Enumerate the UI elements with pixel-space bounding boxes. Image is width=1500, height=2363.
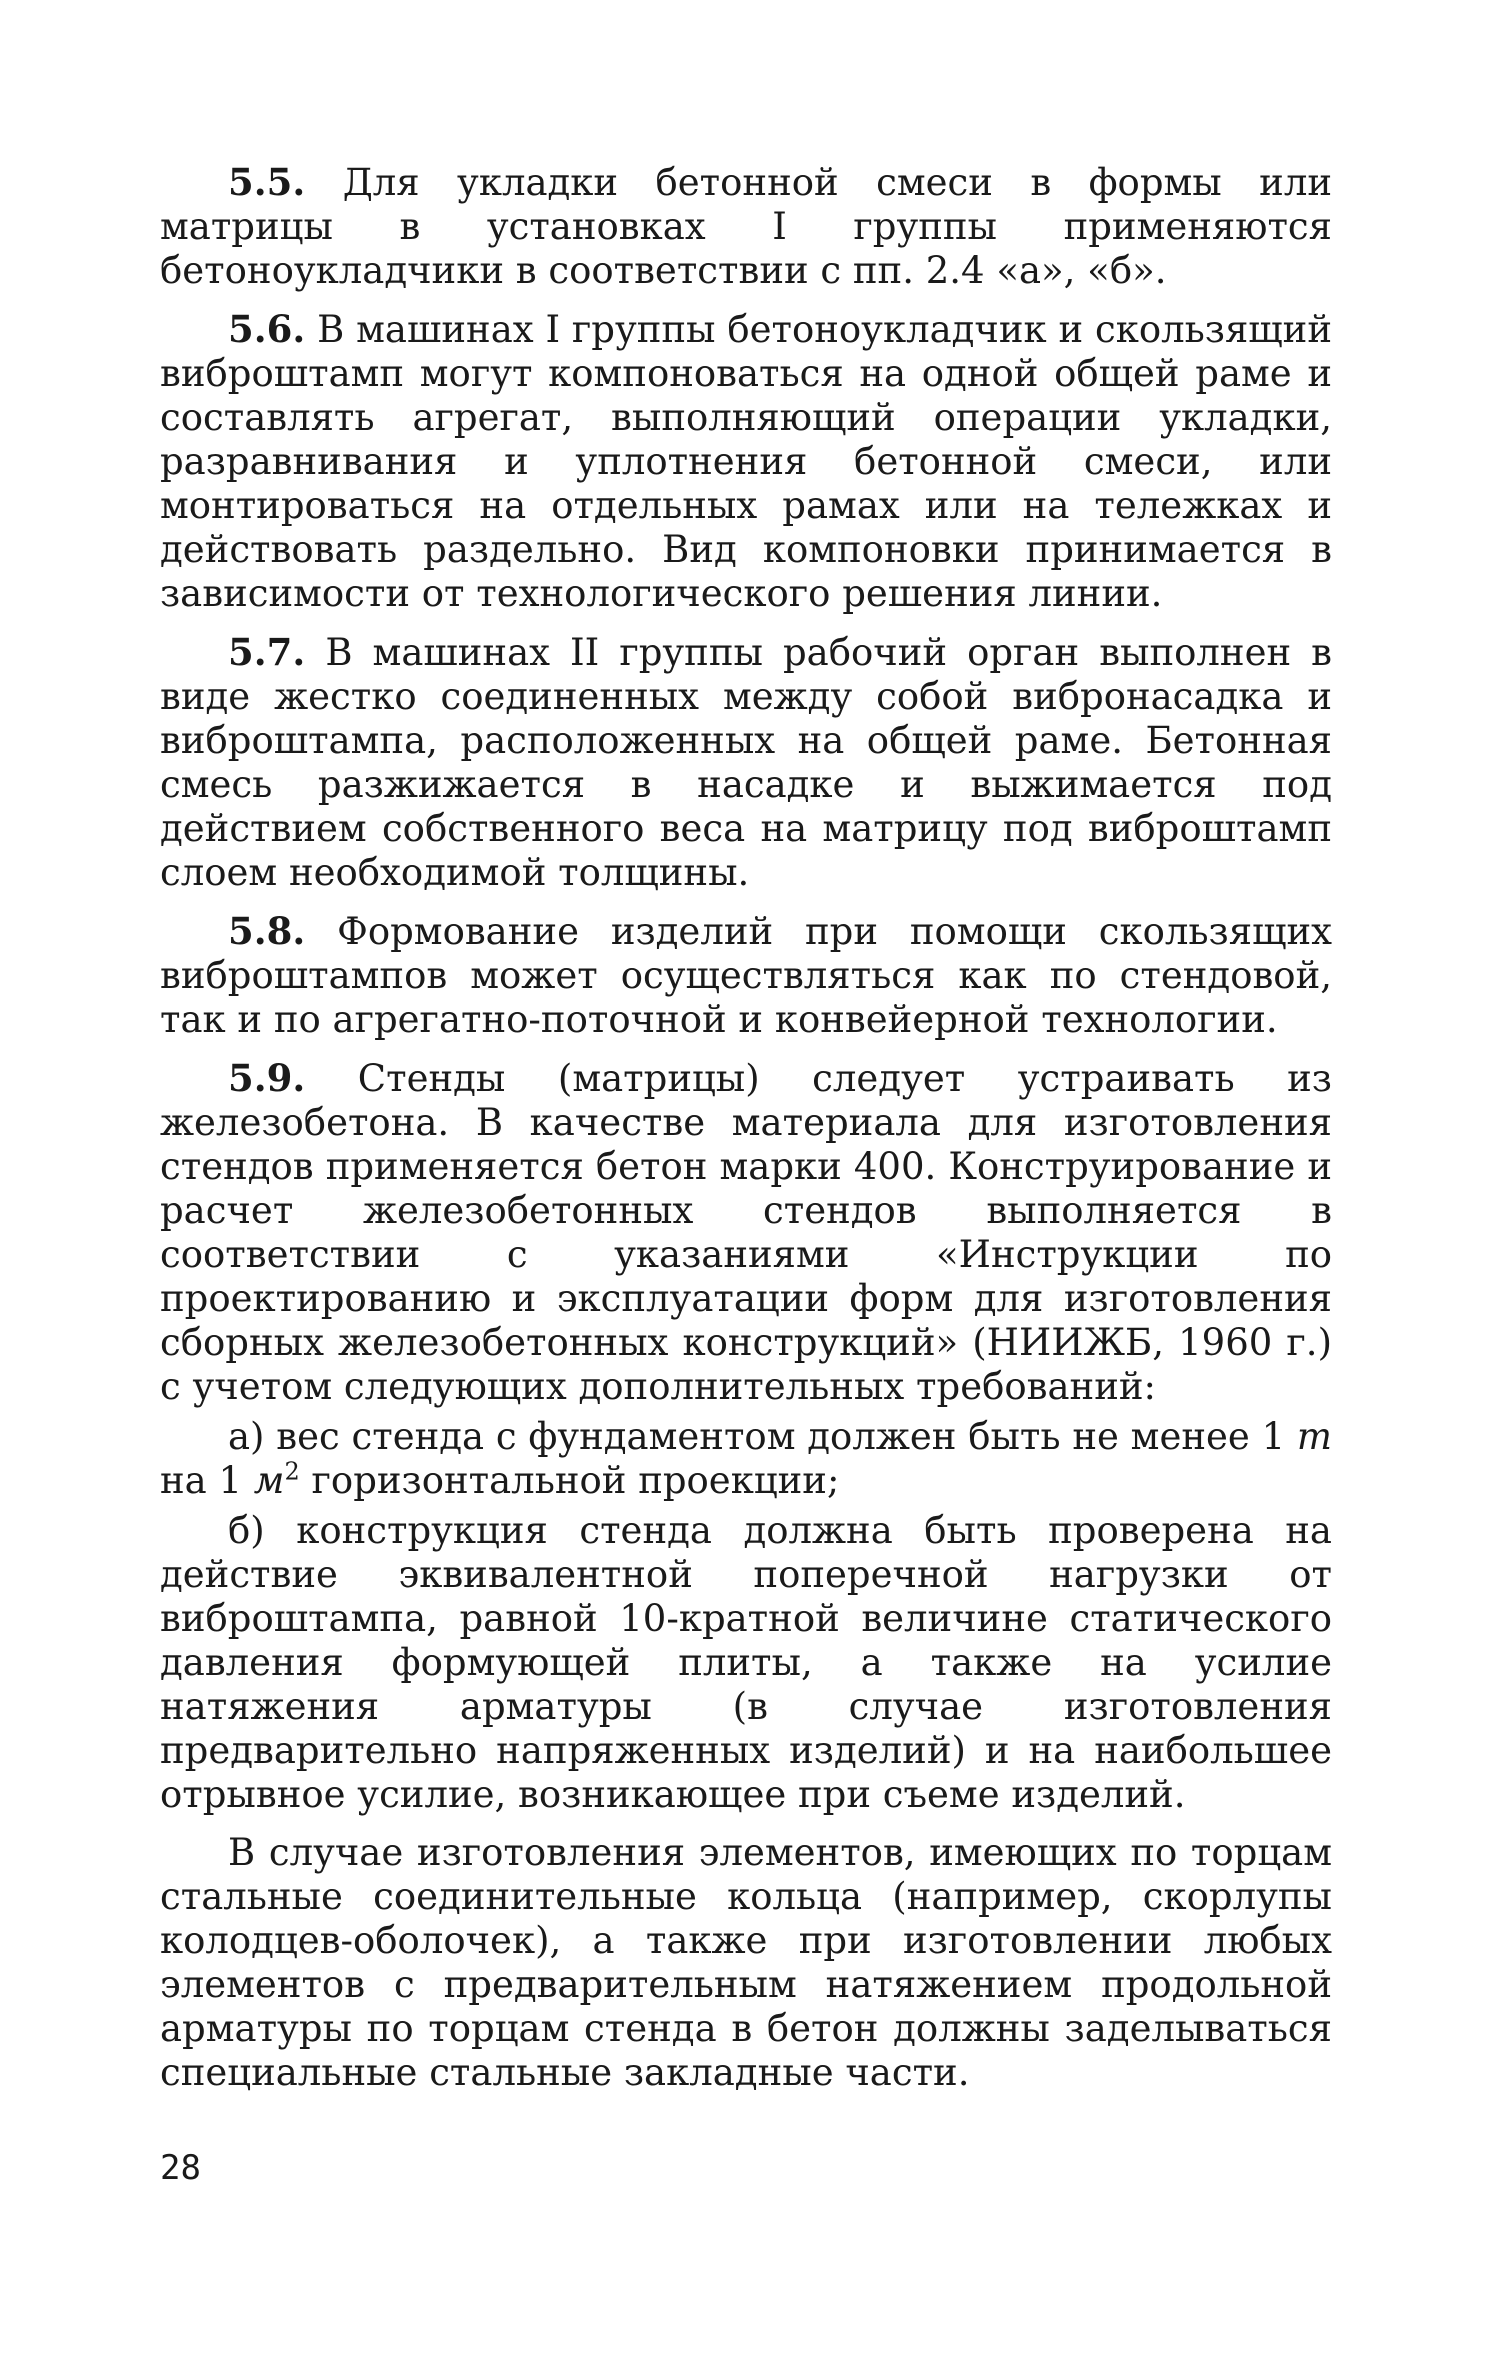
paragraph-number: 5.9. <box>228 1056 306 1100</box>
item-a-tail: горизонтальной проекции; <box>311 1459 840 1502</box>
paragraph-5-6 <box>160 307 1332 616</box>
paragraph-5-9 <box>160 1056 1332 1409</box>
paragraph-text: Стенды (матрицы) следует устраивать из железобетона. В качестве материала для изготовления стендов применяется бетон марки 400. Конструирование и расчет железобетонных стендов выполняется в соответствии с указаниями «Инструкции по проектированию и эксплуатации форм для изготовления сборных железобетонных конструкций» (НИИЖБ, 1960 г.) с учетом следующих дополнительных требований: <box>160 1057 1332 1408</box>
item-b-text: б) конструкция стенда должна быть проверена на действие эквивалентной поперечной нагрузки от виброштампа, равной 10-кратной величине статического давления формующей плиты, а также на усилие натяжения арматуры (в случае изготовления предварительно напряженных изделий) и на наибольшее отрывное усилие, возникающее при съеме изделий. <box>160 1509 1332 1816</box>
list-item-a <box>160 1415 1332 1503</box>
paragraph-number: 5.7. <box>228 630 306 674</box>
closing-paragraph <box>160 1831 1332 2095</box>
unit-meter: м <box>253 1459 285 1502</box>
page-number: 28 <box>160 2148 201 2188</box>
paragraph-5-8 <box>160 909 1332 1042</box>
unit-exponent: 2 <box>284 1457 300 1486</box>
page-body <box>160 160 1332 2109</box>
list-item-b <box>160 1509 1332 1817</box>
item-a-lead: а) вес стенда с фундаментом должен быть не менее 1 <box>228 1415 1286 1458</box>
paragraph-text: В машинах I группы бетоноукладчик и скользящий виброштамп могут компоноваться на одной общей раме и составлять агрегат, выполняющий операции укладки, разравнивания и уплотнения бетонной смеси, или монтироваться на отдельных рамах или на тележках и действовать раздельно. Вид компоновки принимается в зависимости от технологического решения линии. <box>160 308 1333 615</box>
closing-text: В случае изготовления элементов, имеющих по торцам стальные соединительные кольца (например, скорлупы колодцев-оболочек), а также при изготовлении любых элементов с предварительным натяжением продольной арматуры по торцам стенда в бетон должны заделываться специальные стальные закладные части. <box>160 1831 1332 2094</box>
paragraph-text: Формование изделий при помощи скользящих виброштампов может осуществляться как по стендовой, так и по агрегатно-поточной и конвейерной технологии. <box>160 910 1332 1041</box>
unit-ton: т <box>1296 1415 1333 1458</box>
item-a-mid: на 1 <box>160 1459 243 1502</box>
paragraph-number: 5.8. <box>228 909 306 953</box>
paragraph-text: Для укладки бетонной смеси в формы или матрицы в установках I группы применяются бетоноукладчики в соответствии с пп. 2.4 «а», «б». <box>160 161 1332 292</box>
paragraph-5-5 <box>160 160 1332 293</box>
paragraph-text: В машинах II группы рабочий орган выполнен в виде жестко соединенных между собой вибронасадка и виброштампа, расположенных на общей раме. Бетонная смесь разжижается в насадке и выжимается под действием собственного веса на матрицу под виброштамп слоем необходимой толщины. <box>160 631 1332 894</box>
paragraph-number: 5.6. <box>228 307 306 351</box>
paragraph-5-7 <box>160 630 1332 895</box>
paragraph-number: 5.5. <box>228 160 306 204</box>
